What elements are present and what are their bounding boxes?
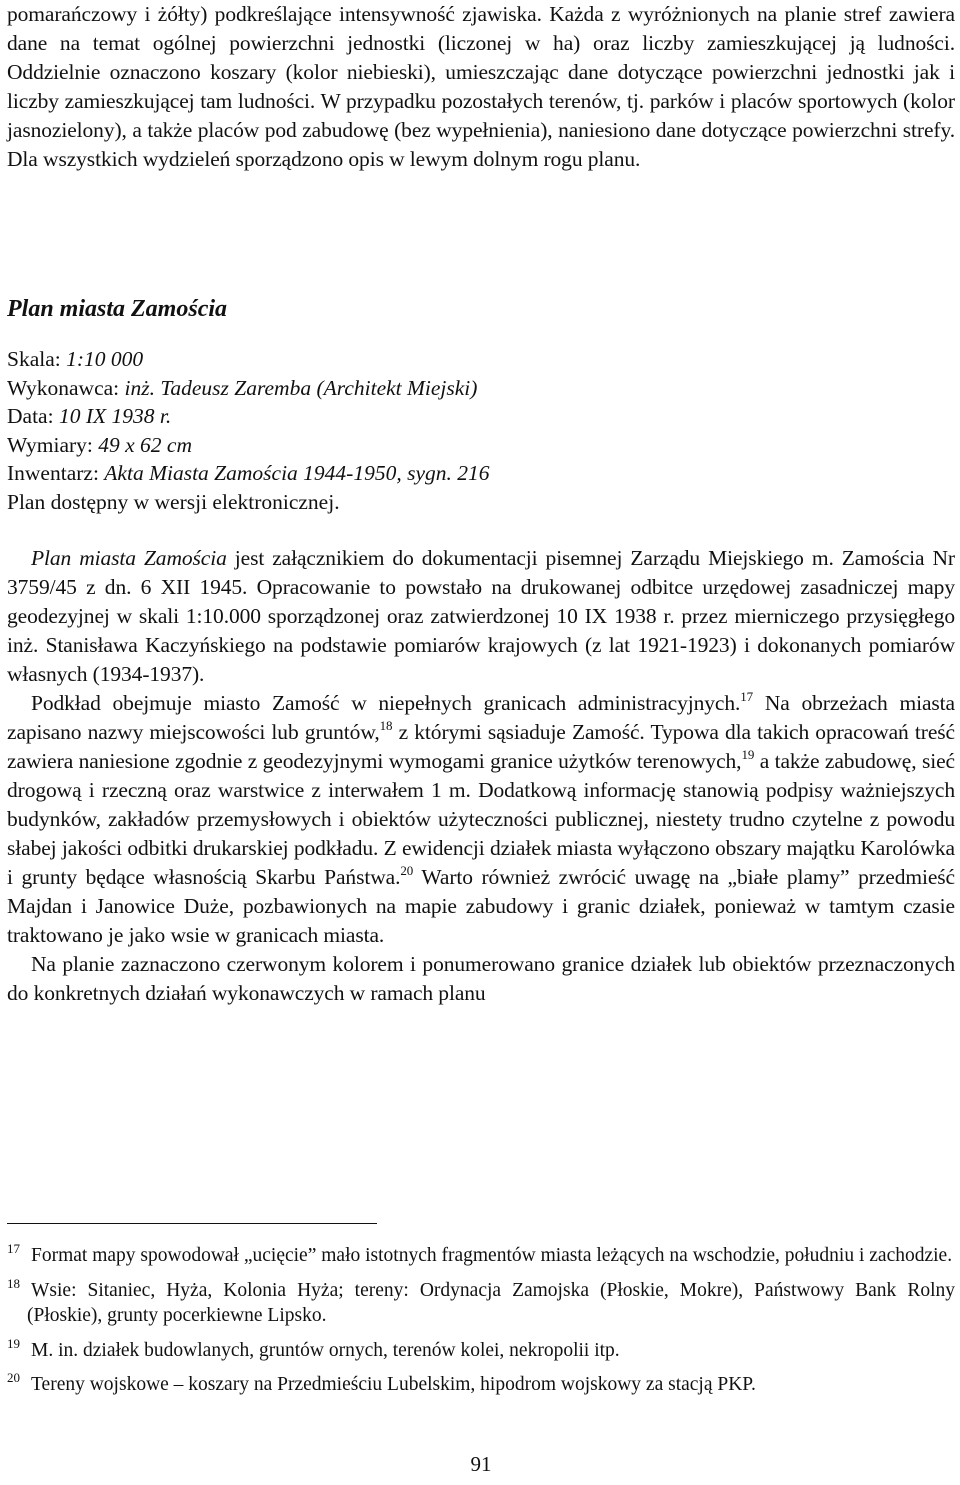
scale-label: Skala: — [7, 347, 61, 371]
inventory-label: Inwentarz: — [7, 461, 99, 485]
body-paragraph-3: Na planie zaznaczono czerwonym kolorem i ponumerowano granice działek lub obiektów przeznaczonych do konkretnych działań wykonawczych w ramach planu — [7, 952, 955, 1005]
footnote-divider — [7, 1223, 377, 1224]
footnote-text: Format mapy spowodował „ucięcie” mało istotnych fragmentów miasta leżących na wschodzie, południu i zachodzie. — [31, 1245, 953, 1266]
footnote-ref-19[interactable]: 19 — [741, 747, 755, 762]
page-number: 91 — [470, 1452, 492, 1476]
body-paragraph-2: Podkład obejmuje miasto Zamość w niepełnych granicach administracyjnych.$^{17}$ Na obrzeżach miasta zapisano nazwy miejscowości lub gruntów,$^{18}$ z którymi sąsiaduje Zamość. Typowa dla takich opracowań treść zawiera naniesione zgodnie z geodezyjnymi wymogami granice użytków terenowych,$^{19}$ a także zabudowę, sieć drogową i rzeczną oraz warstwice z interwałem 1 m. Dodatkową informację stanowią podpisy ważniejszych budynków, zakładów przemysłowych i obiektów użyteczności publicznej, niestety trudno czytelne z powodu słabej jakości odbitki drukarskiej podkładu. Z ewidencji działek miasta wyłączono obszary majątku Karolówka i grunty będące własnością Skarbu Państwa.$^{20}$ Warto również zwrócić uwagę na „białe plamy” przedmieść Majdan i Janowice Duże, pozbawionych na mapie zabudowy i granic działek, ponieważ w tamtym czasie traktowano je jako wsie w granicach miasta. — [7, 689, 956, 947]
footnote-ref-18[interactable]: 18 — [379, 718, 393, 733]
date-row — [7, 402, 955, 431]
footnote-ref-20[interactable]: 20 — [400, 863, 414, 878]
footnote-18 — [7, 1271, 955, 1329]
footnote-number: 20 — [7, 1370, 20, 1385]
body-paragraph-1: Plan miasta Zamościa jest załącznikiem do dokumentacji pisemnej Zarządu Miejskiego m. Zamościa Nr 3759/45 z dn. 6 XII 1945. Opracowanie to powstało na drukowanej odbitce urzędowej zasadniczej mapy geodezyjnej w skali 1:10.000 sporządzonej oraz zatwierdzonej 10 IX 1938 r. przez mierniczego przysięgłego inż. Stanisława Kaczyńskiego na podstawie pomiarów krajowych (z lat 1921-1923) i dokonanych pomiarów własnych (1934-1937). — [7, 546, 955, 686]
footnote-text: Tereny wojskowe – koszary na Przedmieściu Lubelskim, hipodrom wojskowy za stacją PKP. — [31, 1374, 756, 1395]
footnote-ref-17[interactable]: 17 — [740, 689, 754, 704]
intro-block — [7, 0, 955, 174]
footnote-17 — [7, 1236, 955, 1269]
footnote-number: 19 — [7, 1335, 20, 1351]
author-value: inż. Tadeusz Zaremba (Architekt Miejski) — [124, 375, 478, 400]
body-text — [7, 544, 955, 1008]
size-label: Wymiary: — [7, 432, 93, 457]
footnote-number: 18 — [7, 1275, 20, 1291]
footnote-20 — [7, 1365, 955, 1398]
footnote-text: M. in. działek budowlanych, gruntów ornych, terenów kolei, nekropolii itp. — [31, 1339, 620, 1361]
availability-note: Plan dostępny w wersji elektronicznej. — [7, 489, 340, 514]
inventory-row — [7, 459, 955, 488]
plan-title-reference: Plan miasta Zamościa — [31, 546, 227, 570]
size-row — [7, 431, 955, 460]
size-value: 49 x 62 cm — [98, 432, 192, 457]
author-row — [7, 374, 955, 403]
footnotes — [7, 1236, 955, 1400]
scale-row — [7, 345, 955, 374]
plan-metadata — [7, 345, 955, 516]
date-label: Data: — [7, 404, 54, 428]
inventory-value: Akta Miasta Zamościa 1944-1950, sygn. 216 — [104, 461, 490, 485]
footnote-number: 17 — [7, 1241, 20, 1256]
date-value: 10 IX 1938 r. — [58, 404, 172, 428]
author-label: Wykonawca: — [7, 375, 120, 400]
footnote-19 — [7, 1331, 955, 1364]
intro-paragraph: pomarańczowy i żółty) podkreślające intensywność zjawiska. Każda z wyróżnionych na planie stref zawiera dane na temat ogólnej powierzchni jednostki (liczonej w ha) oraz liczby zamieszkującej ją ludności. Oddzielnie oznaczono koszary (kolor niebieski), umieszczając dane dotyczące powierzchni jednostki jak i liczby zamieszkującej tam ludności. W przypadku pozostałych terenów, tj. parków i placów sportowych (kolor jasnozielony), a także placów pod zabudowę (bez wypełnienia), naniesiono dane dotyczące powierzchni strefy. Dla wszystkich wydzieleń sporządzono opis w lewym dolnym rogu planu. — [7, 2, 955, 171]
footnote-text: Wsie: Sitaniec, Hyża, Kolonia Hyża; tereny: Ordynacja Zamojska (Płoskie, Mokre), Państwowy Bank Rolny (Płoskie), grunty pocerkiewne Lipsko. — [27, 1279, 955, 1326]
scale-value: 1:10 000 — [66, 347, 144, 371]
plan-title: Plan miasta Zamościa — [7, 296, 228, 322]
